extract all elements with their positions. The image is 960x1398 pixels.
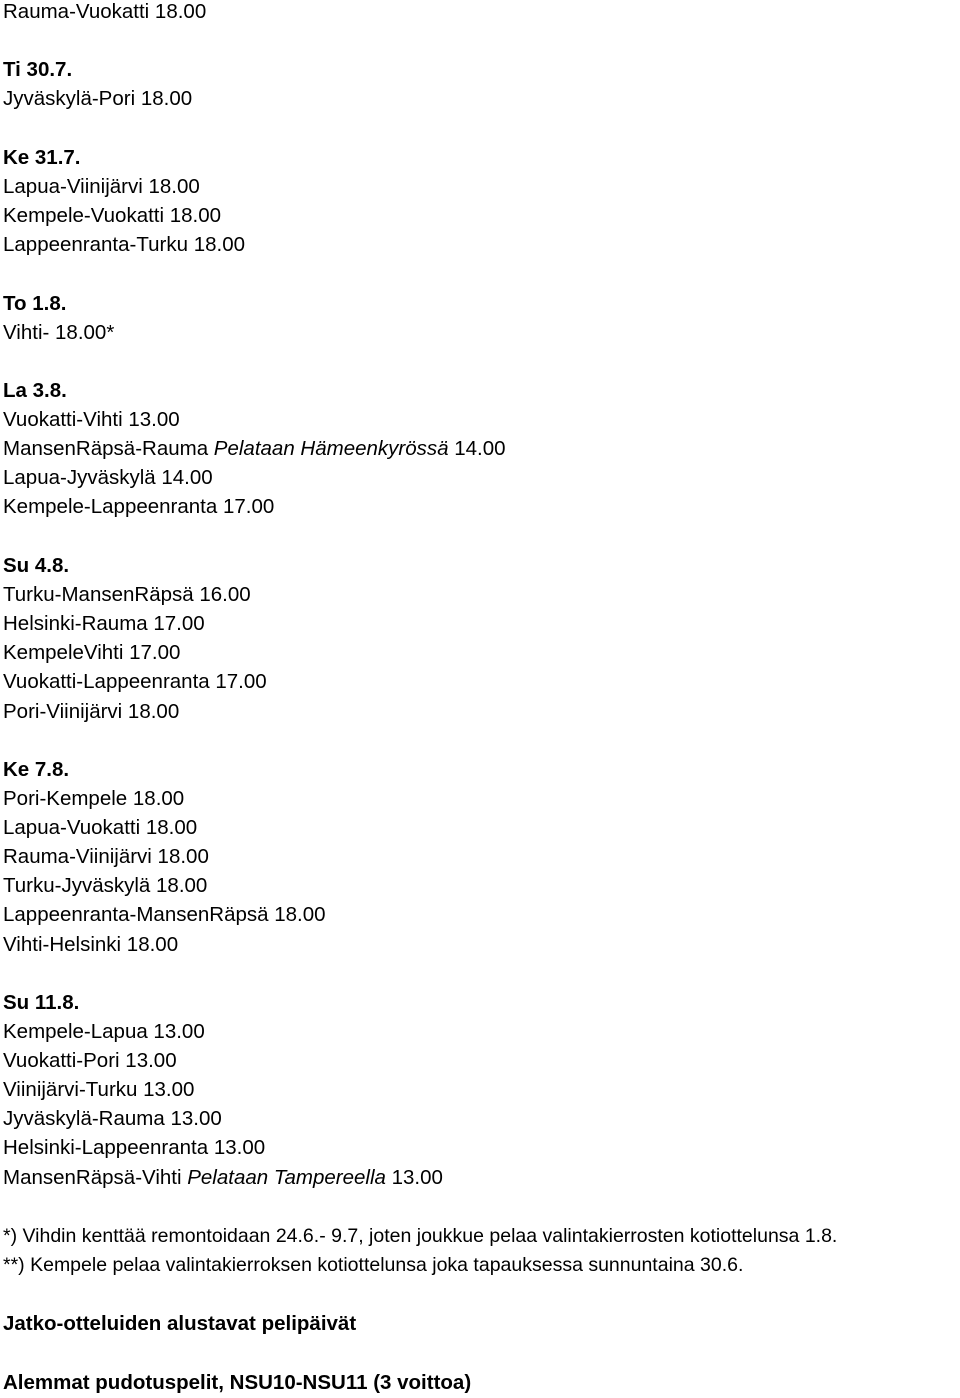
venue-note: Pelataan Hämeenkyrössä: [213, 437, 449, 460]
match-line: Rauma-Viinijärvi 18.00: [3, 845, 209, 868]
match-line: Rauma-Vuokatti 18.00: [3, 0, 207, 23]
match-line: KempeleVihti 17.00: [3, 641, 181, 664]
match-line: Viinijärvi-Turku 13.00: [3, 1078, 195, 1101]
match-line: Pori-Kempele 18.00: [3, 787, 185, 810]
match-line: Lapua-Vuokatti 18.00: [3, 816, 198, 839]
match-line: Vihti- 18.00*: [3, 321, 115, 344]
day-heading: La 3.8.: [3, 379, 67, 402]
match-line: Pori-Viinijärvi 18.00: [3, 700, 180, 723]
match-line: Lapua-Viinijärvi 18.00: [3, 175, 200, 198]
day-heading: Ti 30.7.: [3, 58, 73, 81]
match-line: Turku-Jyväskylä 18.00: [3, 874, 208, 897]
match-line: Vuokatti-Lappeenranta 17.00: [3, 670, 267, 693]
match-line: Helsinki-Rauma 17.00: [3, 612, 205, 635]
match-line: Jyväskylä-Rauma 13.00: [3, 1107, 222, 1130]
section-heading: Alemmat pudotuspelit, NSU10-NSU11 (3 voittoa): [3, 1371, 472, 1394]
footnote-1: *) Vihdin kenttää remontoidaan 24.6.- 9.7, joten joukkue pelaa valintakierrosten kotiottelunsa 1.8.: [3, 1225, 838, 1247]
section-heading: Jatko-otteluiden alustavat pelipäivät: [3, 1312, 357, 1335]
match-line: Vuokatti-Pori 13.00: [3, 1049, 177, 1072]
match-line: Turku-MansenRäpsä 16.00: [3, 583, 251, 606]
day-heading: Ke 31.7.: [3, 146, 81, 169]
day-heading: To 1.8.: [3, 292, 67, 315]
venue-note: Pelataan Tampereella: [187, 1166, 386, 1189]
match-line: Helsinki-Lappeenranta 13.00: [3, 1136, 266, 1159]
match-line: Kempele-Lapua 13.00: [3, 1020, 205, 1043]
match-line: [3, 1166, 443, 1190]
footnote-2: **) Kempele pelaa valintakierroksen kotiottelunsa joka tapauksessa sunnuntaina 30.6.: [3, 1254, 744, 1276]
day-heading: Ke 7.8.: [3, 758, 70, 781]
day-heading: Su 4.8.: [3, 554, 70, 577]
match-teams: MansenRäpsä-Rauma: [3, 437, 214, 460]
match-time: 13.00: [385, 1166, 443, 1189]
match-teams: MansenRäpsä-Vihti: [3, 1166, 188, 1189]
match-line: Vuokatti-Vihti 13.00: [3, 408, 180, 431]
match-line: [3, 437, 506, 461]
match-line: Lappeenranta-MansenRäpsä 18.00: [3, 903, 326, 926]
match-line: Vihti-Helsinki 18.00: [3, 933, 179, 956]
match-line: Lapua-Jyväskylä 14.00: [3, 466, 213, 489]
match-time: 14.00: [448, 437, 506, 460]
match-line: Lappeenranta-Turku 18.00: [3, 233, 245, 256]
match-line: Kempele-Lappeenranta 17.00: [3, 495, 275, 518]
match-line: Kempele-Vuokatti 18.00: [3, 204, 222, 227]
day-heading: Su 11.8.: [3, 991, 80, 1014]
match-line: Jyväskylä-Pori 18.00: [3, 87, 193, 110]
